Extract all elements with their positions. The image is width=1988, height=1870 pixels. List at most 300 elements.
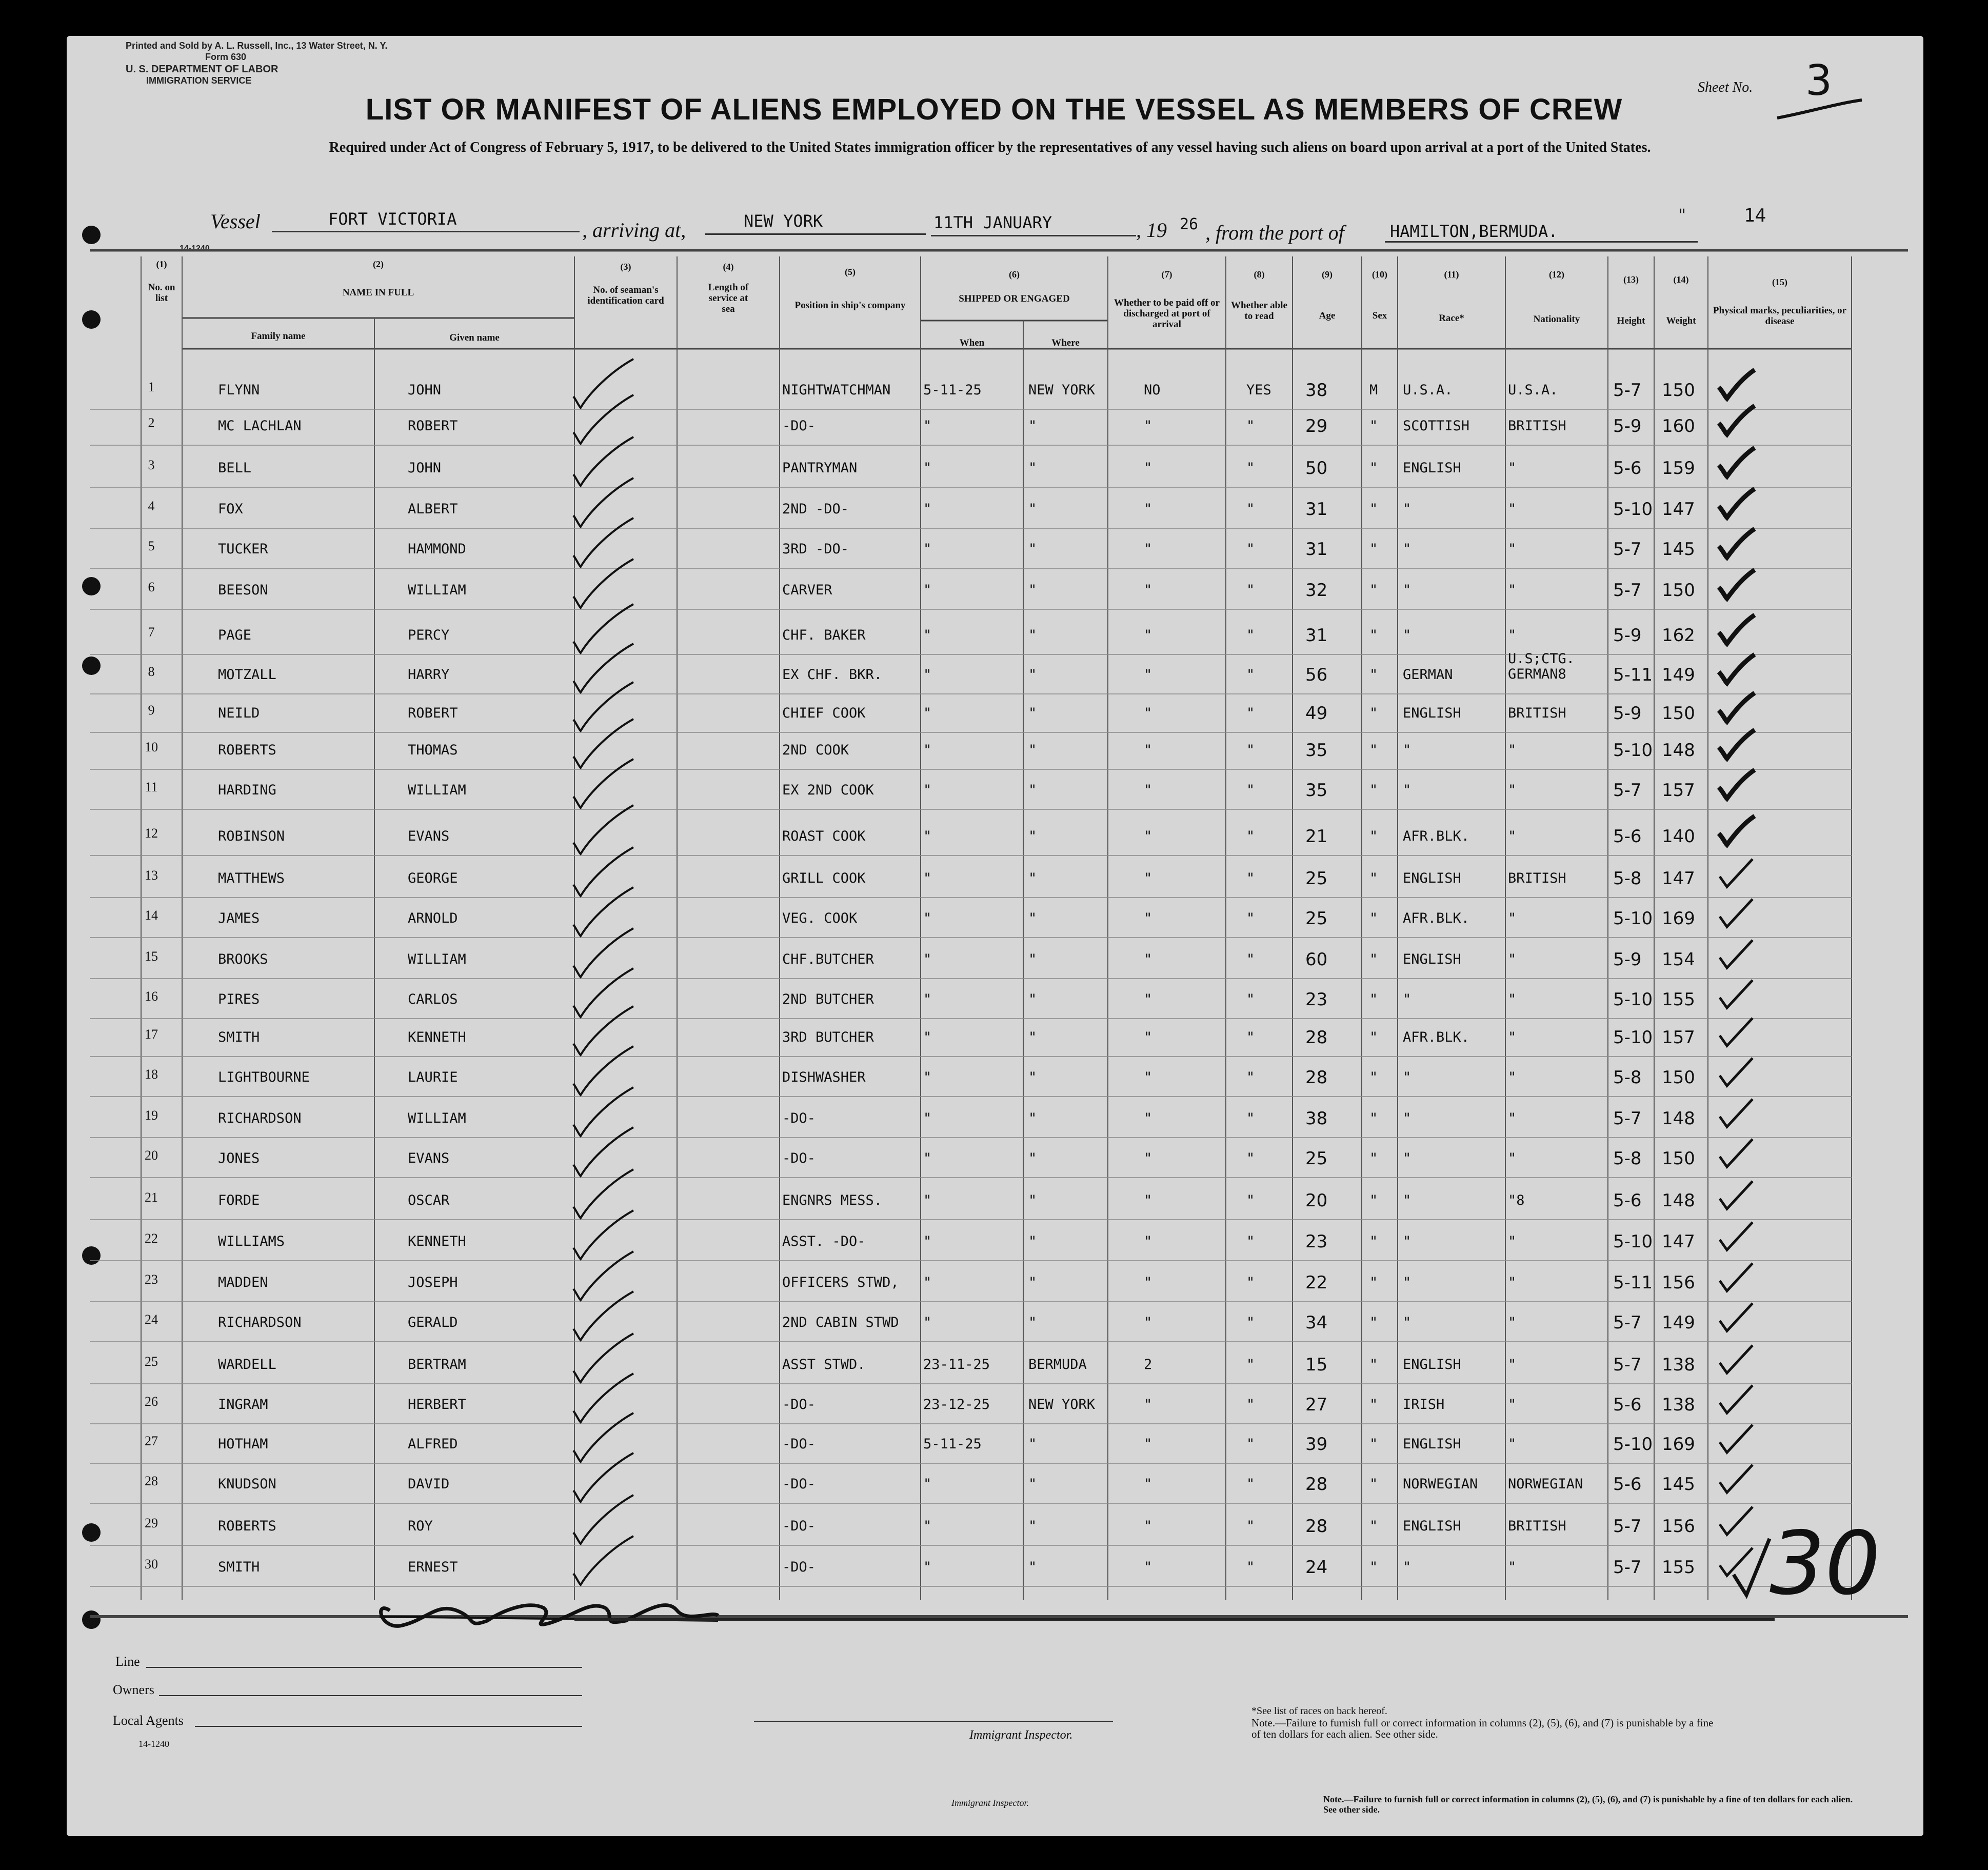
physical-marks-check-mark <box>1716 1177 1757 1213</box>
owners-underline <box>159 1695 582 1696</box>
paid-off-cell: " <box>1144 1559 1152 1575</box>
department-name: U. S. DEPARTMENT OF LABOR <box>126 64 279 75</box>
row-number-cell: 17 <box>145 1027 158 1042</box>
nationality-cell: " <box>1508 742 1517 758</box>
sex-cell: " <box>1369 782 1378 798</box>
given-name-cell: ERNEST <box>408 1559 458 1575</box>
shipped-where-cell: " <box>1028 1315 1037 1330</box>
shipped-when-cell: " <box>923 828 932 844</box>
able-to-read-cell: " <box>1246 541 1255 557</box>
paid-off-cell: " <box>1144 991 1152 1007</box>
shipped-when-cell: " <box>923 951 932 967</box>
col15-heading: Physical marks, peculiarities, or disease <box>1713 305 1847 327</box>
sex-cell: " <box>1369 910 1378 926</box>
nationality-cell: BRITISH <box>1508 705 1566 721</box>
paid-off-cell: " <box>1144 910 1152 926</box>
punch-hole <box>82 226 101 244</box>
position-cell: CHIEF COOK <box>782 705 866 721</box>
able-to-read-cell: " <box>1246 742 1255 758</box>
age-cell: 34 <box>1305 1312 1328 1333</box>
nationality-cell: " <box>1508 1315 1517 1330</box>
age-cell: 28 <box>1305 1516 1328 1537</box>
weight-cell: 148 <box>1662 1108 1695 1129</box>
able-to-read-cell: " <box>1246 1559 1255 1575</box>
sex-cell: " <box>1369 1397 1378 1413</box>
family-name-cell: BROOKS <box>218 951 268 967</box>
physical-marks-check-mark <box>1716 936 1757 972</box>
position-cell: EX 2ND COOK <box>782 782 874 798</box>
weight-cell: 150 <box>1662 580 1695 601</box>
given-name-cell: ARNOLD <box>408 910 458 926</box>
position-cell: 2ND BUTCHER <box>782 991 874 1007</box>
height-cell: 5-9 <box>1613 949 1642 970</box>
row-number-cell: 1 <box>148 380 155 394</box>
physical-marks-check-mark <box>1716 855 1757 891</box>
agents-underline <box>195 1726 582 1727</box>
given-name-cell: ROBERT <box>408 705 458 721</box>
able-to-read-cell: " <box>1246 1192 1255 1208</box>
service-name: IMMIGRATION SERVICE <box>146 75 252 86</box>
able-to-read-cell: " <box>1246 1069 1255 1085</box>
row-number-cell: 16 <box>145 989 158 1004</box>
sex-cell: " <box>1369 418 1378 434</box>
col3-heading: No. of seaman's identification card <box>587 285 664 306</box>
given-name-cell: OSCAR <box>408 1192 450 1208</box>
weight-cell: 150 <box>1662 380 1695 401</box>
given-name-cell: GERALD <box>408 1315 458 1330</box>
printer-line: Printed and Sold by A. L. Russell, Inc., 13 Water Street, N. Y. <box>126 41 388 51</box>
nationality-cell: " <box>1508 910 1517 926</box>
shipped-where-cell: " <box>1028 1436 1037 1452</box>
shipped-when-cell: " <box>923 501 932 517</box>
form-number: Form 630 <box>205 52 247 62</box>
row-number-cell: 13 <box>145 868 158 883</box>
position-cell: EX CHF. BKR. <box>782 667 883 683</box>
nationality-cell: BRITISH <box>1508 418 1566 434</box>
row-number-cell: 19 <box>145 1108 158 1123</box>
race-cell: " <box>1403 1069 1412 1085</box>
paid-off-cell: NO <box>1144 382 1161 398</box>
footer-form-code: 14-1240 <box>138 1739 169 1749</box>
paid-off-cell: " <box>1144 782 1152 798</box>
shipped-where-cell: " <box>1028 1275 1037 1290</box>
race-cell: SCOTTISH <box>1403 418 1470 434</box>
paid-off-cell: " <box>1144 1110 1152 1126</box>
shipped-where-cell: " <box>1028 705 1037 721</box>
row-number-cell: 7 <box>148 625 155 640</box>
owners-label: Owners <box>113 1682 154 1697</box>
shipped-when-cell: " <box>923 1315 932 1330</box>
given-name-cell: THOMAS <box>408 742 458 758</box>
height-cell: 5-7 <box>1613 380 1642 401</box>
shipped-when-cell: " <box>923 1150 932 1166</box>
year-label: , 19 <box>1136 218 1167 242</box>
row-number-cell: 23 <box>145 1272 158 1287</box>
col11-heading: Race* <box>1439 313 1464 324</box>
paid-off-cell: " <box>1144 418 1152 434</box>
sex-cell: " <box>1369 1069 1378 1085</box>
race-cell: AFR.BLK. <box>1403 828 1470 844</box>
col1-number: (1) <box>156 259 167 269</box>
row-number-cell: 9 <box>148 703 155 718</box>
able-to-read-cell: " <box>1246 1315 1255 1330</box>
paid-off-cell: " <box>1144 627 1152 643</box>
able-to-read-cell: " <box>1246 782 1255 798</box>
given-name-cell: ALBERT <box>408 501 458 517</box>
age-cell: 23 <box>1305 989 1328 1010</box>
height-cell: 5-8 <box>1613 868 1642 889</box>
col1-heading: No. on list <box>148 282 175 304</box>
col11-number: (11) <box>1444 269 1459 280</box>
position-cell: OFFICERS STWD, <box>782 1275 899 1290</box>
physical-marks-check-mark <box>1716 1218 1757 1254</box>
shipped-where-cell: " <box>1028 460 1037 476</box>
given-name-cell: ROBERT <box>408 418 458 434</box>
family-name-cell: INGRAM <box>218 1397 268 1413</box>
shipped-where-cell: " <box>1028 1069 1037 1085</box>
age-cell: 38 <box>1305 380 1328 401</box>
given-name-cell: KENNETH <box>408 1234 466 1249</box>
year-suffix: 26 <box>1180 215 1199 233</box>
shipped-when-cell: " <box>923 1518 932 1534</box>
arriving-label: , arriving at, <box>582 218 686 242</box>
shipped-where-cell: " <box>1028 1110 1037 1126</box>
able-to-read-cell: " <box>1246 667 1255 683</box>
shipped-where-cell: " <box>1028 1192 1037 1208</box>
race-cell: ENGLISH <box>1403 705 1461 721</box>
weight-cell: 148 <box>1662 1190 1695 1211</box>
age-cell: 35 <box>1305 780 1328 801</box>
given-name-cell: ALFRED <box>408 1436 458 1452</box>
col12-number: (12) <box>1549 269 1564 280</box>
col6-heading: SHIPPED OR ENGAGED <box>959 293 1070 304</box>
nationality-cell: " <box>1508 541 1517 557</box>
col7-number: (7) <box>1161 269 1172 280</box>
paid-off-cell: " <box>1144 742 1152 758</box>
height-cell: 5-6 <box>1613 826 1642 847</box>
arrival-date: 11TH JANUARY <box>933 213 1052 232</box>
line-underline <box>146 1667 582 1668</box>
weight-cell: 138 <box>1662 1395 1695 1415</box>
row-number-cell: 22 <box>145 1231 158 1246</box>
paid-off-cell: " <box>1144 1397 1152 1413</box>
age-cell: 24 <box>1305 1557 1328 1578</box>
punch-hole <box>82 1246 101 1265</box>
punch-hole <box>82 1523 101 1542</box>
sex-cell: " <box>1369 627 1378 643</box>
row-number-cell: 5 <box>148 539 155 553</box>
height-cell: 5-7 <box>1613 1516 1642 1537</box>
shipped-when-cell: 5-11-25 <box>923 382 982 398</box>
shipped-where-cell: " <box>1028 541 1037 557</box>
shipped-when-cell: 5-11-25 <box>923 1436 982 1452</box>
able-to-read-cell: " <box>1246 1357 1255 1372</box>
sex-cell: " <box>1369 1110 1378 1126</box>
physical-marks-check-mark <box>1716 1095 1757 1131</box>
given-name-cell: HAMMOND <box>408 541 466 557</box>
shipped-where-cell: " <box>1028 501 1037 517</box>
shipped-where-cell: " <box>1028 627 1037 643</box>
able-to-read-cell: " <box>1246 1275 1255 1290</box>
punch-hole <box>82 310 101 329</box>
closing-rule <box>574 1618 1775 1621</box>
col2a-heading: Family name <box>251 331 306 342</box>
age-cell: 35 <box>1305 740 1328 761</box>
height-cell: 5-8 <box>1613 1067 1642 1088</box>
page-subtitle: Required under Act of Congress of February 5, 1917, to be delivered to the United States immigration officer by the representatives of any vessel having such aliens on board upon arrival at a port of the United States. <box>329 140 1651 155</box>
col6-number: (6) <box>1009 269 1020 280</box>
paid-off-cell: " <box>1144 1436 1152 1452</box>
nationality-cell: " <box>1508 1397 1517 1413</box>
shipped-where-cell: NEW YORK <box>1028 1397 1096 1413</box>
age-cell: 50 <box>1305 458 1328 479</box>
nationality-cell: " <box>1508 1559 1517 1575</box>
race-cell: " <box>1403 1234 1412 1249</box>
age-cell: 28 <box>1305 1474 1328 1495</box>
total-count: 30 <box>1770 1513 1881 1615</box>
sex-cell: " <box>1369 501 1378 517</box>
shipped-where-cell: " <box>1028 1518 1037 1534</box>
sex-cell: " <box>1369 1315 1378 1330</box>
given-name-cell: HARRY <box>408 667 450 683</box>
weight-cell: 156 <box>1662 1272 1695 1293</box>
paid-off-cell: " <box>1144 1029 1152 1045</box>
family-name-cell: BELL <box>218 460 252 476</box>
inspector-label-2: Immigrant Inspector. <box>951 1798 1029 1808</box>
family-name-cell: TUCKER <box>218 541 268 557</box>
row-number-cell: 26 <box>145 1394 158 1409</box>
col2b-heading: Given name <box>449 332 500 343</box>
physical-marks-check-mark <box>1716 1135 1757 1171</box>
position-cell: CHF.BUTCHER <box>782 951 874 967</box>
position-cell: 2ND -DO- <box>782 501 849 517</box>
sex-cell: " <box>1369 1192 1378 1208</box>
shipped-when-cell: " <box>923 667 932 683</box>
list-number: 14 <box>1744 205 1766 226</box>
nationality-cell: " <box>1508 1275 1517 1290</box>
paid-off-cell: " <box>1144 1234 1152 1249</box>
shipped-when-cell: " <box>923 1559 932 1575</box>
physical-marks-check-mark <box>1716 612 1757 648</box>
able-to-read-cell: " <box>1246 1150 1255 1166</box>
position-cell: -DO- <box>782 1559 816 1575</box>
height-cell: 5-9 <box>1613 703 1642 724</box>
row-number-cell: 24 <box>145 1312 158 1327</box>
race-cell: " <box>1403 991 1412 1007</box>
paid-off-cell: " <box>1144 1518 1152 1534</box>
physical-marks-check-mark <box>1716 813 1757 849</box>
able-to-read-cell: " <box>1246 1110 1255 1126</box>
family-name-cell: FLYNN <box>218 382 260 398</box>
col9-heading: Age <box>1319 310 1336 321</box>
paid-off-cell: " <box>1144 582 1152 598</box>
col8-heading: Whether able to read <box>1231 300 1287 322</box>
weight-cell: 156 <box>1662 1516 1695 1537</box>
nationality-cell: " <box>1508 627 1517 643</box>
paid-off-cell: 2 <box>1144 1357 1152 1372</box>
position-cell: ENGNRS MESS. <box>782 1192 883 1208</box>
able-to-read-cell: " <box>1246 418 1255 434</box>
shipped-when-cell: " <box>923 870 932 886</box>
paid-off-cell: " <box>1144 870 1152 886</box>
weight-cell: 145 <box>1662 1474 1695 1495</box>
age-cell: 31 <box>1305 539 1328 560</box>
physical-marks-check-mark <box>1716 1381 1757 1417</box>
height-cell: 5-10 <box>1613 908 1653 929</box>
sex-cell: " <box>1369 1029 1378 1045</box>
family-name-cell: BEESON <box>218 582 268 598</box>
age-cell: 39 <box>1305 1434 1328 1455</box>
position-cell: -DO- <box>782 1150 816 1166</box>
shipped-when-cell: " <box>923 782 932 798</box>
ditto-mark: " <box>1677 205 1687 225</box>
arriving-underline <box>705 233 926 235</box>
weight-cell: 150 <box>1662 1148 1695 1169</box>
family-name-cell: MATTHEWS <box>218 870 285 886</box>
shipped-when-cell: " <box>923 991 932 1007</box>
weight-cell: 160 <box>1662 416 1695 436</box>
line-label: Line <box>115 1654 140 1669</box>
paid-off-cell: " <box>1144 541 1152 557</box>
given-name-cell: ROY <box>408 1518 433 1534</box>
nationality-cell: BRITISH <box>1508 870 1566 886</box>
col15-number: (15) <box>1772 277 1787 287</box>
family-name-cell: ROBINSON <box>218 828 285 844</box>
height-cell: 5-6 <box>1613 1395 1642 1415</box>
nationality-cell: " <box>1508 501 1517 517</box>
given-name-cell: WILLIAM <box>408 1110 466 1126</box>
nationality-cell: " <box>1508 991 1517 1007</box>
sex-cell: " <box>1369 460 1378 476</box>
shipped-where-cell: " <box>1028 782 1037 798</box>
age-cell: 23 <box>1305 1231 1328 1252</box>
age-cell: 15 <box>1305 1355 1328 1375</box>
able-to-read-cell: " <box>1246 627 1255 643</box>
height-cell: 5-11 <box>1613 665 1653 685</box>
row-number-cell: 27 <box>145 1434 158 1448</box>
race-cell: U.S.A. <box>1403 382 1453 398</box>
physical-marks-check-mark <box>1716 526 1757 562</box>
col12-heading: Nationality <box>1533 314 1580 325</box>
paid-off-cell: " <box>1144 828 1152 844</box>
nationality-cell: " <box>1508 1357 1517 1372</box>
age-cell: 28 <box>1305 1027 1328 1048</box>
weight-cell: 155 <box>1662 1557 1695 1578</box>
height-cell: 5-6 <box>1613 1190 1642 1211</box>
col4-number: (4) <box>723 262 734 272</box>
height-cell: 5-7 <box>1613 780 1642 801</box>
sex-cell: " <box>1369 1234 1378 1249</box>
height-cell: 5-10 <box>1613 740 1653 761</box>
weight-cell: 140 <box>1662 826 1695 847</box>
nationality-cell: " <box>1508 951 1517 967</box>
position-cell: 3RD BUTCHER <box>782 1029 874 1045</box>
physical-marks-check-mark <box>1716 1259 1757 1295</box>
row-number-cell: 6 <box>148 580 155 594</box>
weight-cell: 149 <box>1662 1312 1695 1333</box>
shipped-where-cell: " <box>1028 910 1037 926</box>
date-underline <box>931 235 1136 236</box>
paid-off-cell: " <box>1144 1192 1152 1208</box>
shipped-when-cell: " <box>923 1234 932 1249</box>
given-name-cell: EVANS <box>408 828 450 844</box>
position-cell: CHF. BAKER <box>782 627 866 643</box>
given-name-cell: WILLIAM <box>408 782 466 798</box>
col10-number: (10) <box>1372 269 1387 280</box>
from-underline <box>1385 241 1698 243</box>
row-number-cell: 25 <box>145 1354 158 1369</box>
col13-heading: Height <box>1617 315 1645 326</box>
position-cell: 2ND CABIN STWD <box>782 1315 899 1330</box>
col5-heading: Position in ship's company <box>794 300 906 311</box>
family-name-cell: WARDELL <box>218 1357 276 1372</box>
nationality-cell: NORWEGIAN <box>1508 1476 1583 1492</box>
family-name-cell: RICHARDSON <box>218 1315 302 1330</box>
height-cell: 5-7 <box>1613 1108 1642 1129</box>
physical-marks-check-mark <box>1716 1461 1757 1497</box>
position-cell: 3RD -DO- <box>782 541 849 557</box>
race-cell: ENGLISH <box>1403 1518 1461 1534</box>
nationality-cell: U.S;CTG. GERMAN8 <box>1508 651 1575 682</box>
shipped-where-cell: " <box>1028 742 1037 758</box>
agents-label: Local Agents <box>113 1713 184 1728</box>
shipped-when-cell: " <box>923 1069 932 1085</box>
able-to-read-cell: " <box>1246 1476 1255 1492</box>
height-cell: 5-9 <box>1613 416 1642 436</box>
height-cell: 5-6 <box>1613 1474 1642 1495</box>
shipped-when-cell: " <box>923 910 932 926</box>
page-title: LIST OR MANIFEST OF ALIENS EMPLOYED ON THE VESSEL AS MEMBERS OF CREW <box>365 93 1623 126</box>
physical-marks-check-mark <box>1716 727 1757 763</box>
shipped-where-cell: NEW YORK <box>1028 382 1096 398</box>
height-cell: 5-10 <box>1613 1027 1653 1048</box>
race-cell: " <box>1403 742 1412 758</box>
race-cell: ENGLISH <box>1403 1436 1461 1452</box>
given-name-cell: CARLOS <box>408 991 458 1007</box>
row-number-cell: 14 <box>145 908 158 923</box>
shipped-when-cell: " <box>923 742 932 758</box>
able-to-read-cell: YES <box>1246 382 1271 398</box>
race-cell: " <box>1403 1559 1412 1575</box>
age-cell: 20 <box>1305 1190 1328 1211</box>
weight-cell: 149 <box>1662 665 1695 685</box>
race-cell: AFR.BLK. <box>1403 910 1470 926</box>
manifest-sheet <box>67 36 1923 1836</box>
able-to-read-cell: " <box>1246 1518 1255 1534</box>
position-cell: -DO- <box>782 1476 816 1492</box>
age-cell: 25 <box>1305 868 1328 889</box>
race-cell: NORWEGIAN <box>1403 1476 1478 1492</box>
shipped-where-cell: " <box>1028 1150 1037 1166</box>
punch-hole <box>82 1610 101 1629</box>
shipped-when-cell: " <box>923 460 932 476</box>
race-cell: " <box>1403 582 1412 598</box>
able-to-read-cell: " <box>1246 705 1255 721</box>
col14-heading: Weight <box>1666 315 1696 326</box>
from-port: HAMILTON,BERMUDA. <box>1390 222 1558 241</box>
arriving-port: NEW YORK <box>744 211 823 231</box>
family-name-cell: KNUDSON <box>218 1476 276 1492</box>
race-cell: " <box>1403 1192 1412 1208</box>
age-cell: 27 <box>1305 1395 1328 1415</box>
row-number-cell: 20 <box>145 1148 158 1163</box>
physical-marks-check-mark <box>1716 1014 1757 1050</box>
shipped-when-cell: 23-12-25 <box>923 1397 990 1413</box>
shipped-where-cell: " <box>1028 828 1037 844</box>
position-cell: VEG. COOK <box>782 910 858 926</box>
physical-marks-check-mark <box>1716 1299 1757 1335</box>
able-to-read-cell: " <box>1246 1397 1255 1413</box>
